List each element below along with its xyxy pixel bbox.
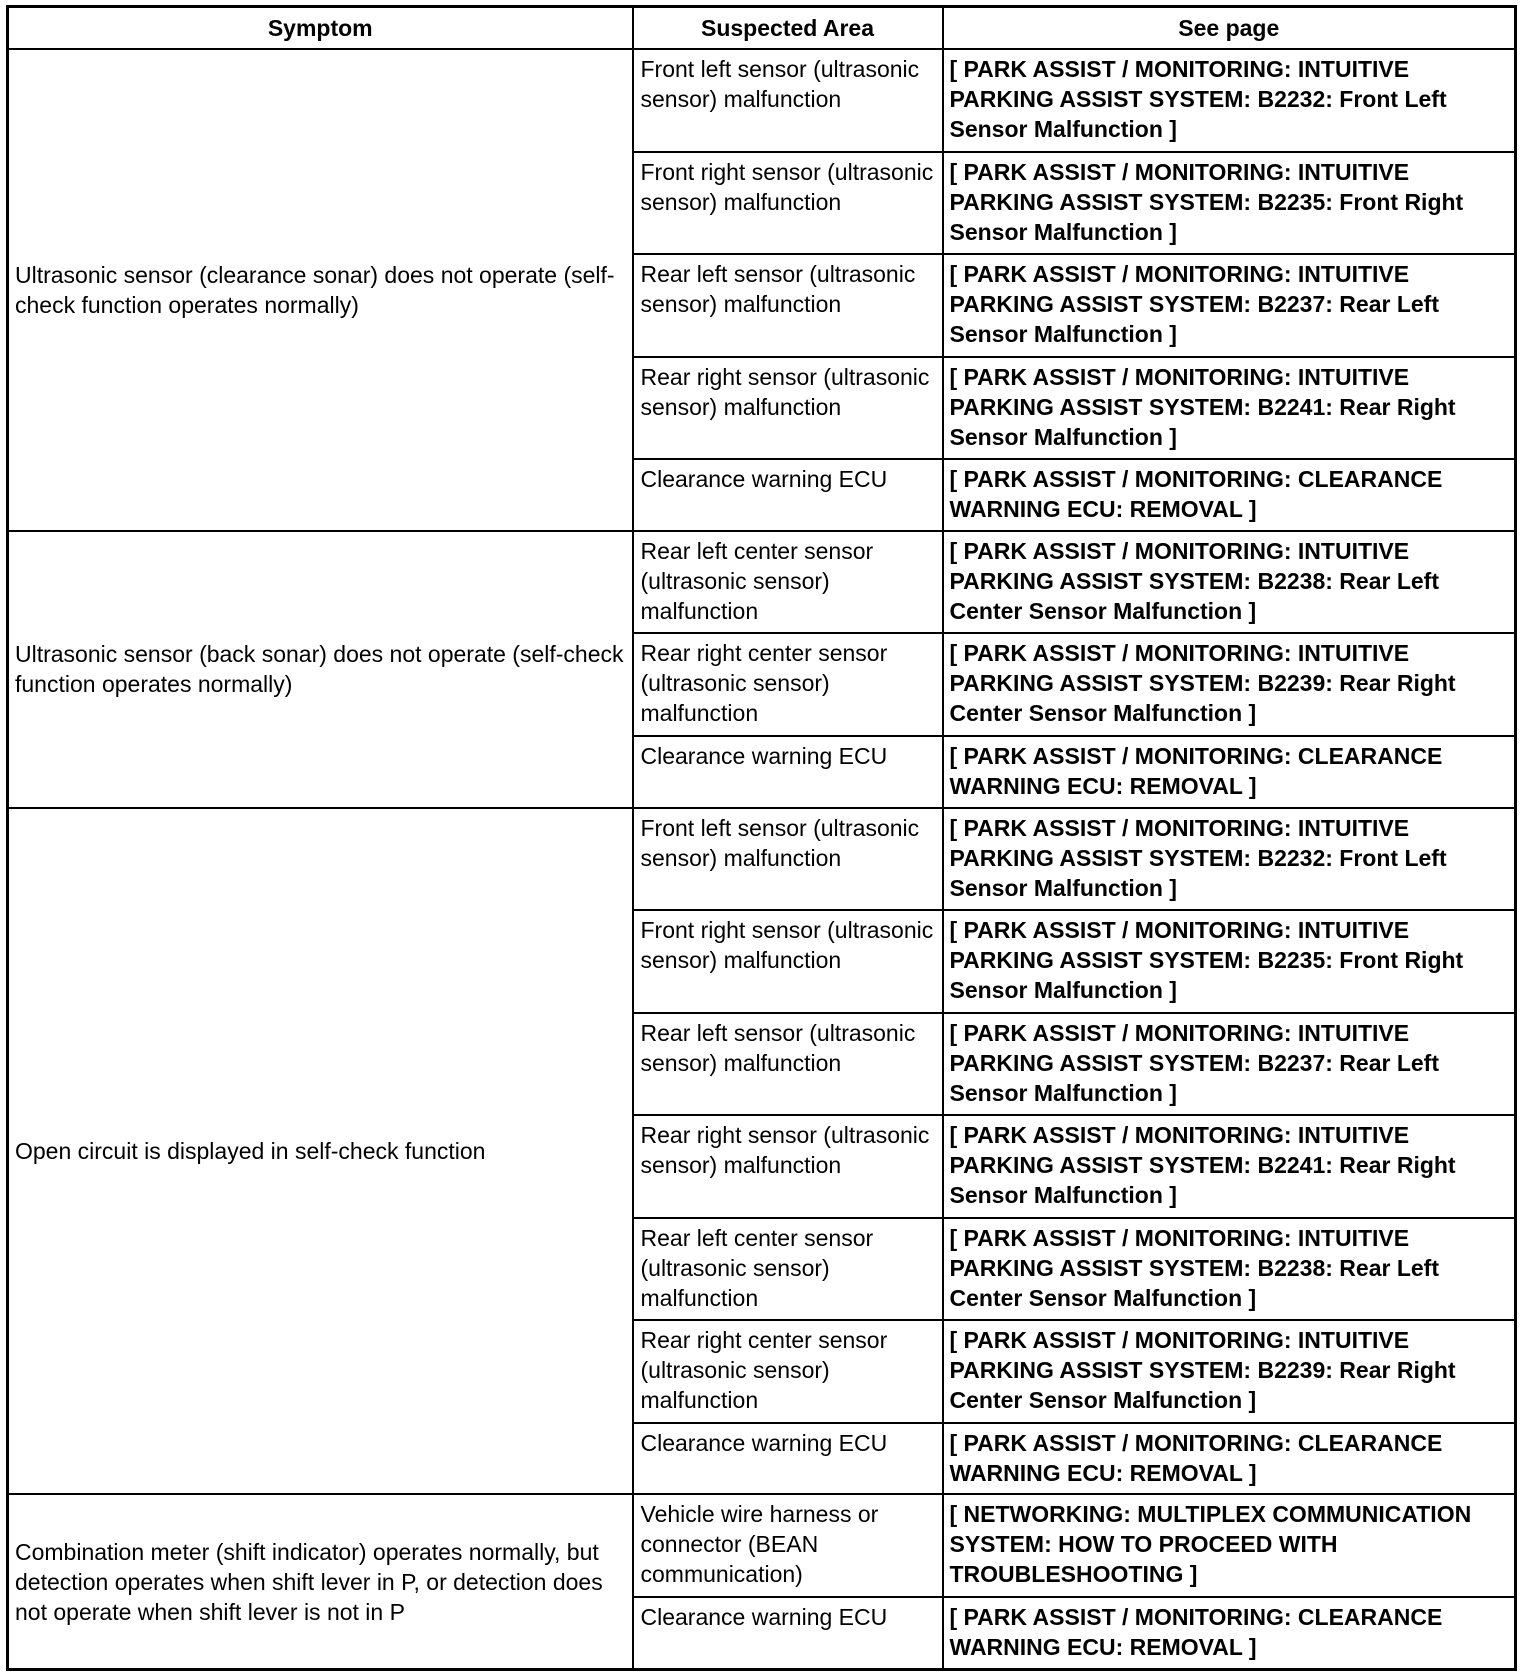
suspected-area-cell: Clearance warning ECU — [633, 736, 943, 808]
see-page-link[interactable]: [ PARK ASSIST / MONITORING: CLEARANCE WARNING ECU: REMOVAL ] — [943, 1597, 1516, 1670]
see-page-link[interactable]: [ PARK ASSIST / MONITORING: INTUITIVE PARKING ASSIST SYSTEM: B2232: Front Left Sensor Malfunction ] — [943, 49, 1516, 152]
suspected-area-cell: Rear left sensor (ultrasonic sensor) malfunction — [633, 1013, 943, 1116]
see-page-link[interactable]: [ PARK ASSIST / MONITORING: CLEARANCE WARNING ECU: REMOVAL ] — [943, 736, 1516, 808]
header-row — [8, 7, 1516, 50]
see-page-link[interactable]: [ PARK ASSIST / MONITORING: INTUITIVE PARKING ASSIST SYSTEM: B2235: Front Right Sensor Malfunction ] — [943, 910, 1516, 1013]
header-suspected-area: Suspected Area — [633, 7, 943, 50]
header-see-page: See page — [943, 7, 1516, 50]
header-symptom: Symptom — [8, 7, 633, 50]
suspected-area-cell: Clearance warning ECU — [633, 459, 943, 531]
symptom-cell: Ultrasonic sensor (clearance sonar) does not operate (self-check function operates normally) — [8, 49, 633, 531]
see-page-link[interactable]: [ PARK ASSIST / MONITORING: INTUITIVE PARKING ASSIST SYSTEM: B2235: Front Right Sensor Malfunction ] — [943, 152, 1516, 255]
see-page-link[interactable]: [ PARK ASSIST / MONITORING: INTUITIVE PARKING ASSIST SYSTEM: B2238: Rear Left Center Sensor Malfunction ] — [943, 531, 1516, 634]
see-page-link[interactable]: [ PARK ASSIST / MONITORING: INTUITIVE PARKING ASSIST SYSTEM: B2238: Rear Left Center Sensor Malfunction ] — [943, 1218, 1516, 1321]
suspected-area-cell: Rear left sensor (ultrasonic sensor) malfunction — [633, 254, 943, 357]
table-row — [8, 49, 1516, 152]
suspected-area-cell: Rear right center sensor (ultrasonic sensor) malfunction — [633, 1320, 943, 1423]
suspected-area-cell: Rear left center sensor (ultrasonic sensor) malfunction — [633, 1218, 943, 1321]
see-page-link[interactable]: [ PARK ASSIST / MONITORING: INTUITIVE PARKING ASSIST SYSTEM: B2239: Rear Right Center Sensor Malfunction ] — [943, 1320, 1516, 1423]
see-page-link[interactable]: [ PARK ASSIST / MONITORING: INTUITIVE PARKING ASSIST SYSTEM: B2241: Rear Right Sensor Malfunction ] — [943, 1115, 1516, 1218]
see-page-link[interactable]: [ PARK ASSIST / MONITORING: INTUITIVE PARKING ASSIST SYSTEM: B2241: Rear Right Sensor Malfunction ] — [943, 357, 1516, 460]
see-page-link[interactable]: [ NETWORKING: MULTIPLEX COMMUNICATION SYSTEM: HOW TO PROCEED WITH TROUBLESHOOTING ] — [943, 1494, 1516, 1597]
symptom-cell: Open circuit is displayed in self-check function — [8, 808, 633, 1495]
suspected-area-cell: Rear right center sensor (ultrasonic sensor) malfunction — [633, 633, 943, 736]
table-row — [8, 531, 1516, 634]
see-page-link[interactable]: [ PARK ASSIST / MONITORING: INTUITIVE PARKING ASSIST SYSTEM: B2232: Front Left Sensor Malfunction ] — [943, 808, 1516, 911]
table-row — [8, 808, 1516, 911]
suspected-area-cell: Rear right sensor (ultrasonic sensor) malfunction — [633, 1115, 943, 1218]
see-page-link[interactable]: [ PARK ASSIST / MONITORING: CLEARANCE WARNING ECU: REMOVAL ] — [943, 1423, 1516, 1495]
suspected-area-cell: Front left sensor (ultrasonic sensor) malfunction — [633, 808, 943, 911]
suspected-area-cell: Clearance warning ECU — [633, 1597, 943, 1670]
suspected-area-cell: Front right sensor (ultrasonic sensor) malfunction — [633, 152, 943, 255]
suspected-area-cell: Vehicle wire harness or connector (BEAN communication) — [633, 1494, 943, 1597]
see-page-link[interactable]: [ PARK ASSIST / MONITORING: INTUITIVE PARKING ASSIST SYSTEM: B2239: Rear Right Center Sensor Malfunction ] — [943, 633, 1516, 736]
suspected-area-cell: Clearance warning ECU — [633, 1423, 943, 1495]
see-page-link[interactable]: [ PARK ASSIST / MONITORING: INTUITIVE PARKING ASSIST SYSTEM: B2237: Rear Left Sensor Malfunction ] — [943, 254, 1516, 357]
see-page-link[interactable]: [ PARK ASSIST / MONITORING: CLEARANCE WARNING ECU: REMOVAL ] — [943, 459, 1516, 531]
see-page-link[interactable]: [ PARK ASSIST / MONITORING: INTUITIVE PARKING ASSIST SYSTEM: B2237: Rear Left Sensor Malfunction ] — [943, 1013, 1516, 1116]
suspected-area-cell: Front right sensor (ultrasonic sensor) malfunction — [633, 910, 943, 1013]
symptom-cell: Combination meter (shift indicator) operates normally, but detection operates when shift lever in P, or detection does not operate when shift lever is not in P — [8, 1494, 633, 1669]
suspected-area-cell: Front left sensor (ultrasonic sensor) malfunction — [633, 49, 943, 152]
suspected-area-cell: Rear left center sensor (ultrasonic sensor) malfunction — [633, 531, 943, 634]
troubleshooting-table — [6, 5, 1517, 1671]
suspected-area-cell: Rear right sensor (ultrasonic sensor) malfunction — [633, 357, 943, 460]
table-row — [8, 1494, 1516, 1597]
symptom-cell: Ultrasonic sensor (back sonar) does not operate (self-check function operates normally) — [8, 531, 633, 808]
